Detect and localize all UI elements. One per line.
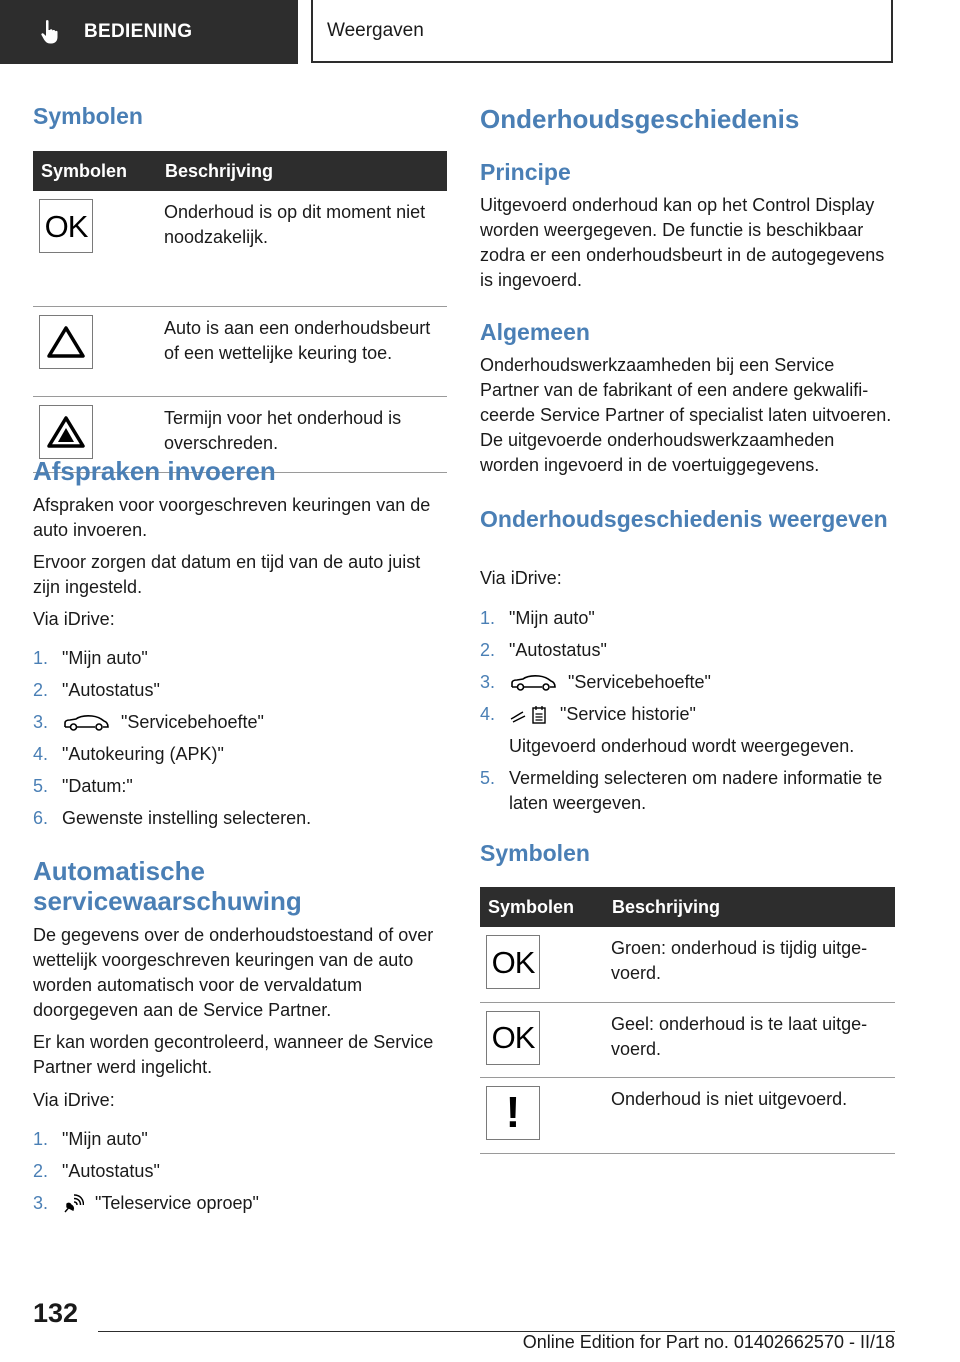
row-description: Onderhoud is op dit moment niet noodzakelijk. bbox=[162, 191, 447, 306]
edition-text: Online Edition for Part no. 01402662570 - II/18 bbox=[522, 1332, 895, 1352]
symbols-table-2 bbox=[480, 887, 895, 1154]
history-heading: Onderhoudsgeschiedenis bbox=[480, 104, 800, 134]
ok-yellow-icon: OK bbox=[486, 1011, 540, 1065]
list-item: 6. Gewenste instelling selecteren. bbox=[33, 808, 312, 828]
service-history-icon bbox=[509, 705, 549, 725]
table-header-description: Beschrijving bbox=[162, 151, 447, 191]
show-history-via: Via iDrive: bbox=[480, 568, 562, 588]
teleservice-icon bbox=[62, 1194, 84, 1214]
warning-triangle-filled-icon bbox=[39, 405, 93, 459]
table-row bbox=[33, 191, 447, 306]
auto-warning-text-2: Er kan worden gecontroleerd, wanneer de Service Partner werd ingelicht. bbox=[33, 1032, 434, 1077]
list-item: 4. "Service historie" Uitgevoerd onderhoud wordt weergegeven. bbox=[480, 702, 895, 759]
list-item: 3. "Servicebehoefte" bbox=[480, 672, 711, 692]
table-row bbox=[33, 306, 447, 396]
row-description: Termijn voor het onderhoud is overschreden. bbox=[162, 396, 447, 472]
ok-icon: OK bbox=[39, 199, 93, 253]
auto-warning-heading: Automatische servicewaarschuwing bbox=[33, 856, 302, 917]
general-heading: Algemeen bbox=[480, 319, 590, 345]
symbols-heading: Symbolen bbox=[33, 103, 143, 129]
list-item: 1. "Mijn auto" bbox=[33, 1129, 148, 1149]
chapter-tab bbox=[311, 0, 893, 63]
list-item-subtext: Uitgevoerd onderhoud wordt weergegeven. bbox=[509, 736, 855, 756]
table-header-symbols: Symbolen bbox=[33, 151, 162, 191]
auto-warning-steps bbox=[33, 1127, 447, 1216]
appointments-heading: Afspraken invoeren bbox=[33, 456, 276, 486]
car-service-icon bbox=[62, 714, 110, 732]
row-description: Groen: onderhoud is tijdig uitgevoerd. bbox=[609, 927, 895, 1002]
symbols-heading-2: Symbolen bbox=[480, 840, 590, 866]
appointments-steps bbox=[33, 646, 447, 831]
row-description: Geel: onderhoud is te laat uitgevoerd. bbox=[609, 1002, 895, 1077]
section-label: BEDIENING bbox=[84, 21, 193, 42]
general-text: Onderhoudswerkzaamheden bij een Service Partner van de fabrikant of een andere gekwalificeerde Service Partner of specialist laten uitvoeren. De uitgevoerde onderhoudswerkzaamheden worden ingevoerd in de voertuiggegevens. bbox=[480, 355, 892, 475]
appointments-text-2: Ervoor zorgen dat datum en tijd van de auto juist zijn ingesteld. bbox=[33, 552, 421, 597]
table-row bbox=[480, 1002, 895, 1077]
list-item: 1. "Mijn auto" bbox=[33, 648, 148, 668]
list-item: 2. "Autostatus" bbox=[33, 680, 160, 700]
hand-pointer-icon bbox=[40, 19, 64, 45]
appointments-text-1: Afspraken voor voorgeschreven keuringen van de auto invoeren. bbox=[33, 495, 431, 540]
table-header-symbols: Symbolen bbox=[480, 887, 609, 927]
list-item: 2. "Autostatus" bbox=[480, 640, 607, 660]
row-description: Auto is aan een onderhoudsbeurt of een wettelijke keuring toe. bbox=[162, 306, 447, 396]
auto-warning-text-1: De gegevens over de onderhoudstoestand of over wettelijk voorgeschreven keuringen van de auto worden automatisch voor de vervaldatum doorgegeven aan de Service Partner. bbox=[33, 925, 434, 1020]
table-header-description: Beschrijving bbox=[609, 887, 895, 927]
symbols-table bbox=[33, 151, 447, 473]
warning-triangle-icon bbox=[39, 315, 93, 369]
show-history-steps bbox=[480, 606, 895, 816]
table-row bbox=[480, 927, 895, 1002]
list-item: 5. "Datum:" bbox=[33, 776, 133, 796]
list-item: 3. "Servicebehoefte" bbox=[33, 712, 264, 732]
list-item: 1. "Mijn auto" bbox=[480, 608, 595, 628]
show-history-heading: Onderhoudsgeschiedenis weergeven bbox=[480, 506, 888, 532]
section-tab bbox=[0, 0, 298, 64]
row-description: Onderhoud is niet uitgevoerd. bbox=[609, 1077, 895, 1153]
principle-text: Uitgevoerd onderhoud kan op het Control Display worden weergegeven. De functie is beschikbaar zodra er een onderhoudsbeurt in de autogegevens is ingevoerd. bbox=[480, 195, 885, 290]
list-item: 5. Vermelding selecteren om nadere informatie te laten weergeven. bbox=[480, 768, 883, 813]
appointments-via: Via iDrive: bbox=[33, 609, 115, 629]
list-item: 3. "Teleservice oproep" bbox=[33, 1193, 259, 1213]
exclamation-icon: ! bbox=[486, 1086, 540, 1140]
table-row bbox=[480, 1077, 895, 1153]
list-item: 2. "Autostatus" bbox=[33, 1161, 160, 1181]
page-number: 132 bbox=[33, 1298, 79, 1328]
auto-warning-via: Via iDrive: bbox=[33, 1090, 115, 1110]
car-service-icon bbox=[509, 674, 557, 692]
chapter-label: Weergaven bbox=[327, 19, 424, 41]
principle-heading: Principe bbox=[480, 159, 571, 185]
ok-green-icon: OK bbox=[486, 935, 540, 989]
list-item: 4. "Autokeuring (APK)" bbox=[33, 744, 224, 764]
